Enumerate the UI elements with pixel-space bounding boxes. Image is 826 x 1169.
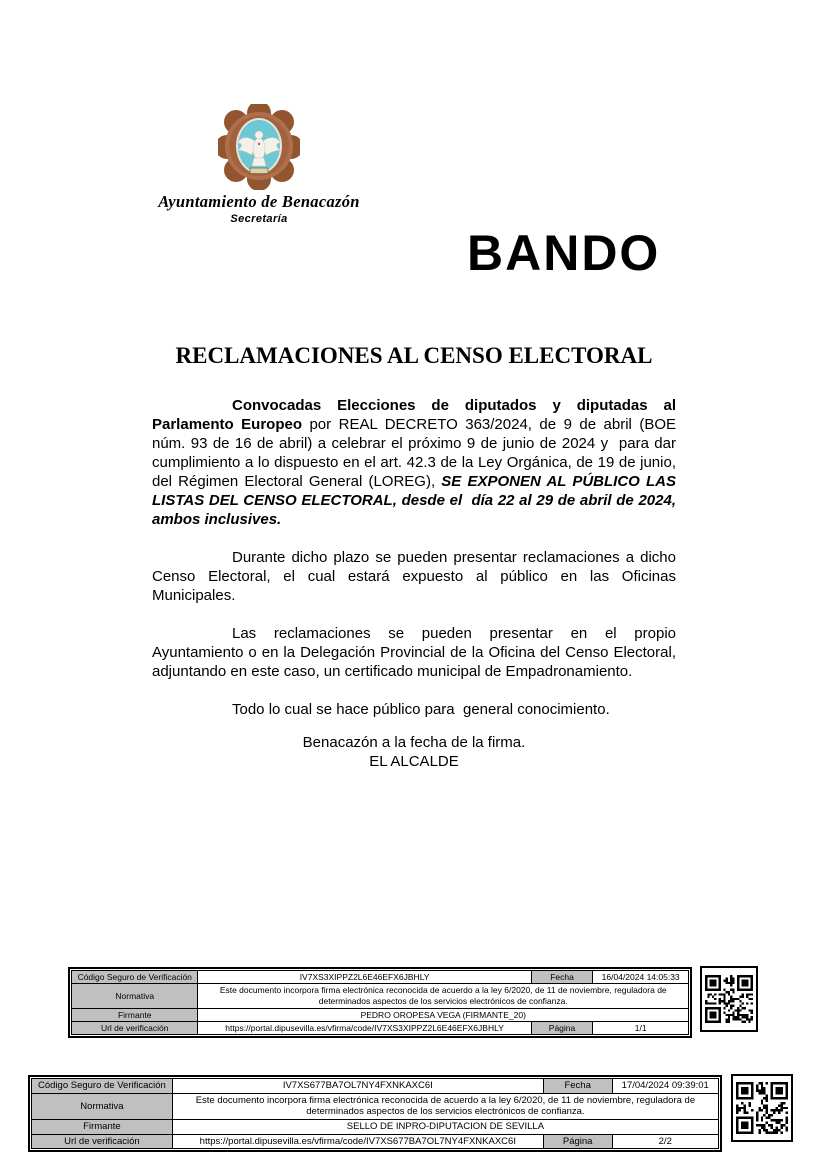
fecha-label: Fecha	[543, 1079, 612, 1094]
firmante-value: PEDRO OROPESA VEGA (FIRMANTE_20)	[198, 1008, 689, 1021]
org-department: Secretaría	[230, 213, 288, 225]
document-body	[152, 396, 681, 771]
normativa-value: Este documento incorpora firma electrónica reconocida de acuerdo a la ley 6/2020, de 11 de noviembre, reguladora de determinados aspectos de los servicios electrónicos de confianza.	[172, 1093, 718, 1120]
municipality-logo-block	[150, 104, 368, 225]
table-row	[32, 1093, 719, 1120]
org-name: Ayuntamiento de Benacazón	[158, 192, 360, 211]
paragraph-reclamaciones: Las reclamaciones se pueden presentar en el propio Ayuntamiento o en la Delegación Provincial de la Oficina del Censo Electoral, adjuntando en este caso, un certificado municipal de Empadronamiento.	[152, 625, 681, 680]
url-value: https://portal.dipusevilla.es/vfirma/code/IV7XS3XIPPZ2L6E46EFX6JBHLY	[198, 1021, 531, 1034]
signature-table-page2	[28, 1075, 722, 1152]
paragraph-plazo: Durante dicho plazo se pueden presentar reclamaciones a dicho Censo Electoral, el cual estará expuesto al público en las Oficinas Municipales.	[152, 549, 681, 604]
url-label: Url de verificación	[72, 1021, 198, 1034]
pagina-label: Página	[543, 1134, 612, 1149]
firmante-label: Firmante	[32, 1120, 173, 1135]
paragraph-convocatoria-bold-italic: SE EXPONEN AL PÚBLICO LAS LISTAS DEL CENSO ELECTORAL, desde el día 22 al 29 de abril de 2024, ambos inclusives.	[152, 473, 681, 528]
table-row	[32, 1134, 719, 1149]
municipal-seal-icon	[218, 104, 300, 190]
closing-signer-line: EL ALCALDE	[369, 753, 459, 770]
fecha-label: Fecha	[531, 971, 593, 984]
document-title: BANDO	[467, 225, 661, 281]
pagina-label: Página	[531, 1021, 593, 1034]
pagina-value: 1/1	[593, 1021, 689, 1034]
table-row	[72, 984, 689, 1008]
qr-code-page1	[700, 966, 758, 1032]
signature-table-page1	[68, 967, 692, 1038]
table-row	[72, 1021, 689, 1034]
qr-code-icon	[705, 975, 753, 1023]
url-value: https://portal.dipusevilla.es/vfirma/code/IV7XS677BA7OL7NY4FXNKAXC6I	[172, 1134, 543, 1149]
table-row	[72, 971, 689, 984]
qr-code-icon	[736, 1082, 788, 1134]
table-row	[72, 1008, 689, 1021]
fecha-value: 17/04/2024 09:39:01	[612, 1079, 719, 1094]
normativa-label: Normativa	[72, 984, 198, 1008]
firmante-value: SELLO DE INPRO-DIPUTACION DE SEVILLA	[172, 1120, 718, 1135]
csv-value: IV7XS3XIPPZ2L6E46EFX6JBHLY	[198, 971, 531, 984]
paragraph-convocatoria	[152, 396, 681, 529]
qr-code-page2	[731, 1074, 793, 1142]
url-label: Url de verificación	[32, 1134, 173, 1149]
table-row	[32, 1120, 719, 1135]
csv-label: Código Seguro de Verificación	[32, 1079, 173, 1094]
paragraph-convocatoria-bold: Convocadas Elecciones de diputados y diputadas al Parlamento Europeo	[152, 397, 681, 433]
firmante-label: Firmante	[72, 1008, 198, 1021]
csv-label: Código Seguro de Verificación	[72, 971, 198, 984]
closing-place-line: Benacazón a la fecha de la firma.	[302, 734, 526, 751]
normativa-label: Normativa	[32, 1093, 173, 1120]
paragraph-publico: Todo lo cual se hace público para general conocimiento.	[232, 701, 610, 718]
pagina-value: 2/2	[612, 1134, 719, 1149]
document-heading: RECLAMACIONES AL CENSO ELECTORAL	[175, 343, 653, 368]
csv-value: IV7XS677BA7OL7NY4FXNKAXC6I	[172, 1079, 543, 1094]
paragraph-convocatoria-regular: por REAL DECRETO 363/2024, de 9 de abril (BOE núm. 93 de 16 de abril) a celebrar el próximo 9 de junio de 2024 y para dar cumplimiento a lo dispuesto en el art. 42.3 de la Ley Orgánica, de 19 de junio, del Régimen Electoral General (LOREG),	[152, 416, 681, 490]
normativa-value: Este documento incorpora firma electrónica reconocida de acuerdo a la ley 6/2020, de 11 de noviembre, reguladora de determinados aspectos de los servicios electrónicos de confianza.	[198, 984, 689, 1008]
table-row	[32, 1079, 719, 1094]
fecha-value: 16/04/2024 14:05:33	[593, 971, 689, 984]
